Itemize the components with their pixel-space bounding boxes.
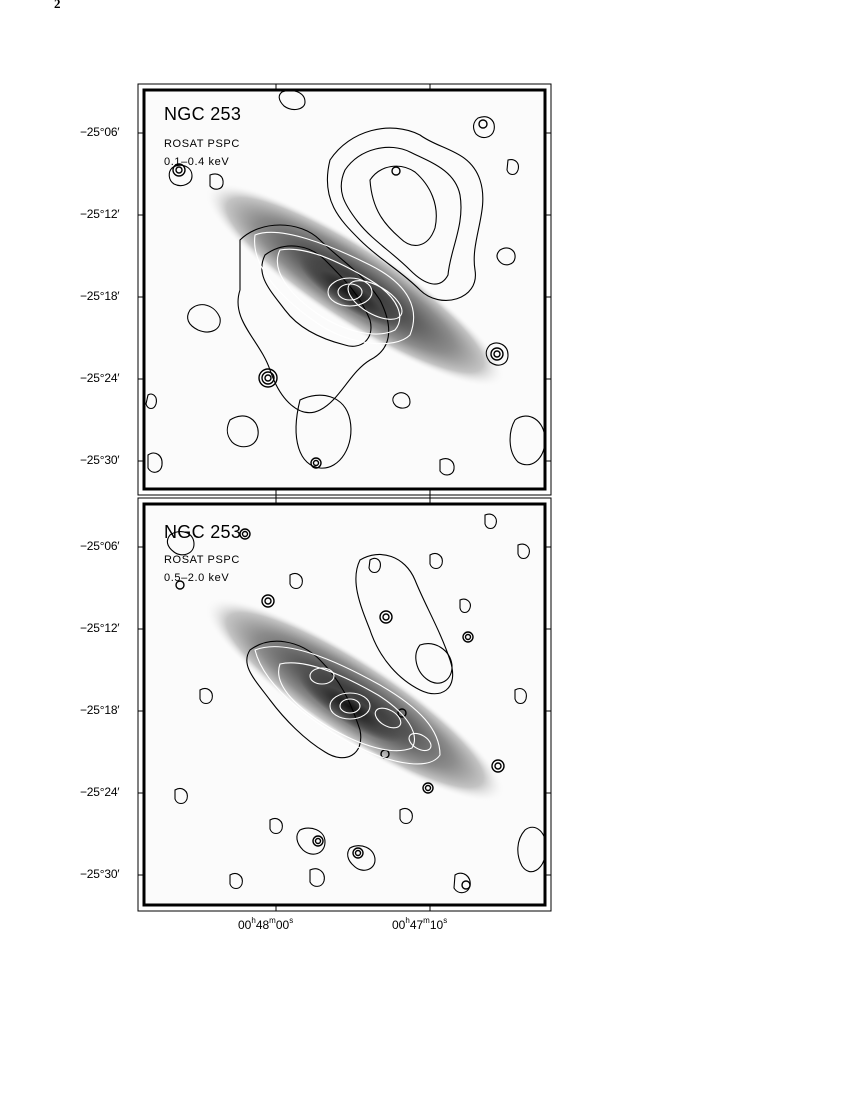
ytick-label-top: −25°12′ (80, 207, 120, 221)
panel-bottom-instrument: ROSAT PSPC (164, 554, 240, 566)
page-number: 2 (54, 0, 61, 11)
ytick-label-top: −25°24′ (80, 371, 120, 385)
panel-bottom-title: NGC 253 (164, 522, 242, 542)
xtick-label: 00$^h$48$^m$00$^s$ (238, 916, 294, 932)
ytick-label-bottom: −25°18′ (80, 703, 120, 717)
panel-top-instrument: ROSAT PSPC (164, 138, 240, 150)
ytick-label-top: −25°30′ (80, 453, 120, 467)
ytick-label-bottom: −25°12′ (80, 621, 120, 635)
panel-bottom-band: 0.5–2.0 keV (164, 572, 230, 584)
ytick-label-top: −25°06′ (80, 125, 120, 139)
panel-top-title: NGC 253 (164, 104, 242, 124)
ytick-label-top: −25°18′ (80, 289, 120, 303)
ytick-label-bottom: −25°24′ (80, 785, 120, 799)
ytick-label-bottom: −25°30′ (80, 867, 120, 881)
ytick-label-bottom: −25°06′ (80, 539, 120, 553)
xtick-label: 00$^h$47$^m$10$^s$ (392, 916, 448, 932)
panel-top-band: 0.1–0.4 keV (164, 156, 230, 168)
